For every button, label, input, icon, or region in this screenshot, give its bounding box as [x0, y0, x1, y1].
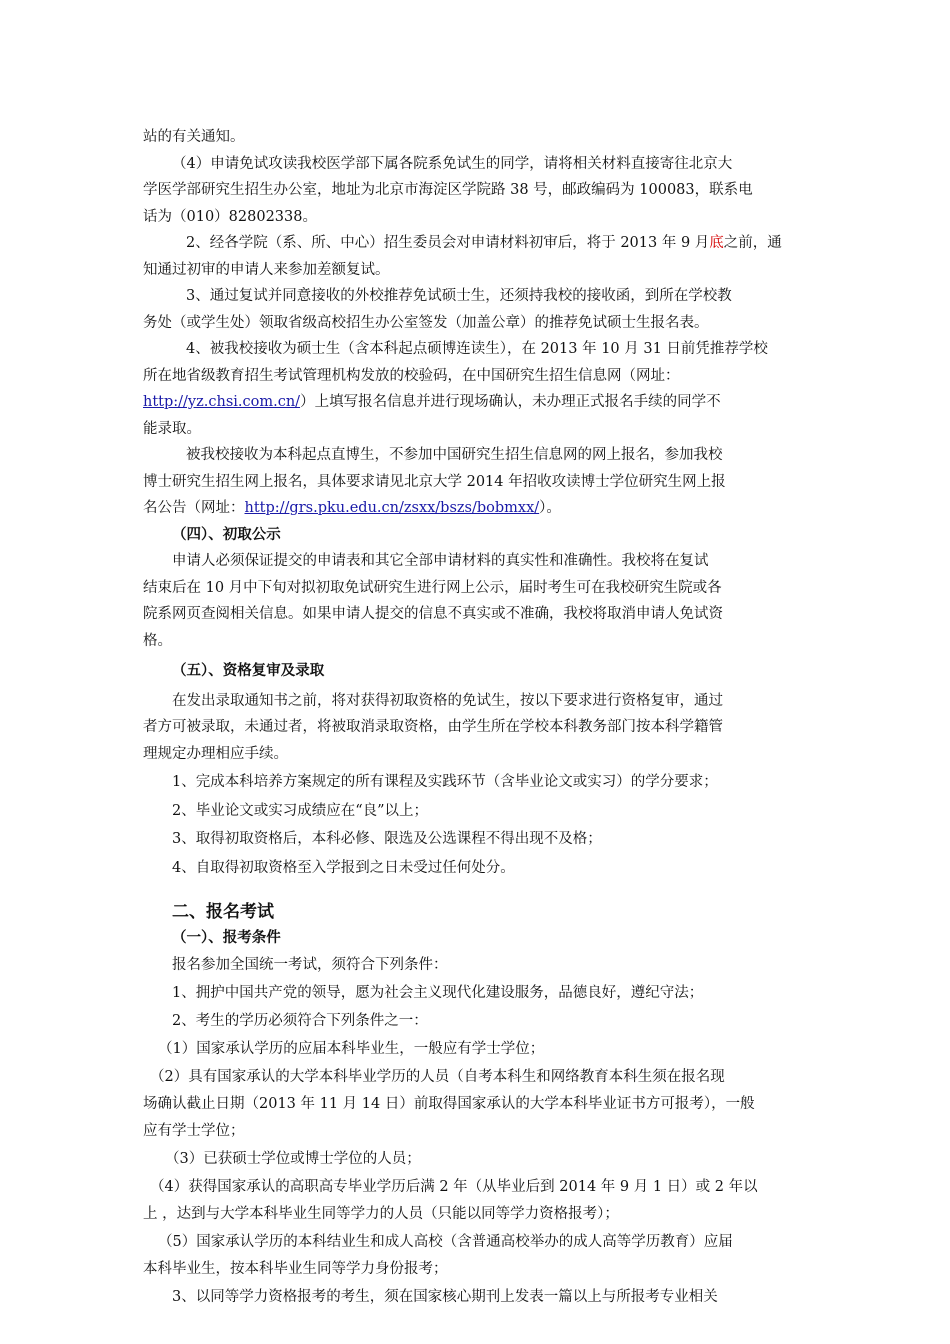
text-line: 场确认截止日期（2013 年 11 月 14 日）前取得国家承认的大学本科毕业证书方可报考），一般 [143, 1096, 755, 1112]
text-line: 被我校接收为本科起点直博生，不参加中国研究生招生信息网的网上报名，参加我校 [186, 447, 723, 463]
text-line: 院系网页查阅相关信息。如果申请人提交的信息不真实或不准确，我校将取消申请人免试资 [143, 606, 723, 622]
text-line: 3、以同等学力资格报考的考生，须在国家核心期刊上发表一篇以上与所报考专业相关 [172, 1289, 718, 1305]
text-line: 1、完成本科培养方案规定的所有课程及实践环节（含毕业论文或实习）的学分要求； [172, 774, 718, 790]
text-line: （2）具有国家承认的大学本科毕业学历的人员（自考本科生和网络教育本科生须在报名现 [150, 1069, 725, 1085]
text-line: 4、被我校接收为硕士生（含本科起点硕博连读生），在 2013 年 10 月 31 日前凭推荐学校 [186, 341, 768, 357]
text-line: 知通过初审的申请人来参加差额复试。 [143, 262, 390, 278]
text-line: 2、毕业论文或实习成绩应在“良”以上； [172, 803, 429, 819]
text-line: （4）获得国家承认的高职高专毕业学历后满 2 年（从毕业后到 2014 年 9 月 1 日）或 2 年以 [150, 1179, 758, 1195]
text-segment: ）。 [539, 500, 561, 516]
text-line: 应有学士学位； [143, 1123, 245, 1139]
text-segment: 2、经各学院（系、所、中心）招生委员会对申请材料初审后，将于 2013 年 9 月 [186, 235, 710, 251]
highlight-text: 底 [709, 235, 724, 251]
pku-grs-link[interactable]: http://grs.pku.edu.cn/zsxx/bszs/bobmxx/ [244, 500, 540, 516]
text-line [143, 389, 721, 415]
text-line: 学医学部研究生招生办公室，地址为北京市海淀区学院路 38 号，邮政编码为 100083，联系电 [143, 182, 753, 198]
section-heading: （一）、报考条件 [172, 930, 281, 946]
text-line: （1）国家承认学历的应届本科毕业生，一般应有学士学位； [158, 1041, 545, 1057]
chapter-heading: 二、报名考试 [172, 902, 274, 922]
text-line: （4）申请免试攻读我校医学部下属各院系免试生的同学，请将相关材料直接寄往北京大 [172, 156, 733, 172]
text-line: 在发出录取通知书之前，将对获得初取资格的免试生，按以下要求进行资格复审，通过 [172, 693, 723, 709]
text-line: 报名参加全国统一考试，须符合下列条件： [172, 957, 448, 973]
text-line: 理规定办理相应手续。 [143, 746, 288, 762]
text-line: 务处（或学生处）领取省级高校招生办公室签发（加盖公章）的推荐免试硕士生报名表。 [143, 315, 709, 331]
text-line: 上 ，达到与大学本科毕业生同等学力的人员（只能以同等学力资格报考）； [143, 1206, 619, 1222]
text-line: （5）国家承认学历的本科结业生和成人高校（含普通高校举办的成人高等学历教育）应届 [158, 1234, 733, 1250]
text-line: 者方可被录取，未通过者，将被取消录取资格，由学生所在学校本科教务部门按本科学籍管 [143, 719, 723, 735]
text-line: 站的有关通知。 [143, 129, 245, 145]
text-segment: 之前，通 [723, 235, 782, 251]
text-line: 申请人必须保证提交的申请表和其它全部申请材料的真实性和准确性。我校将在复试 [172, 553, 709, 569]
text-line: 2、考生的学历必须符合下列条件之一： [172, 1013, 428, 1029]
section-heading: （四）、初取公示 [172, 527, 281, 543]
chsi-link[interactable]: http://yz.chsi.com.cn/ [143, 394, 301, 410]
text-line: （3）已获硕士学位或博士学位的人员； [165, 1151, 421, 1167]
text-segment: ）上填写报名信息并进行现场确认，未办理正式报名手续的同学不 [300, 394, 721, 410]
text-line: 3、取得初取资格后，本科必修、限选及公选课程不得出现不及格； [172, 831, 602, 847]
text-line: 本科毕业生，按本科毕业生同等学力身份报考； [143, 1261, 448, 1277]
text-line [186, 230, 782, 256]
text-line: 结束后在 10 月中下旬对拟初取免试研究生进行网上公示，届时考生可在我校研究生院或各 [143, 580, 722, 596]
text-segment: 名公告（网址： [143, 500, 245, 516]
section-heading: （五）、资格复审及录取 [172, 663, 325, 679]
text-line: 格。 [143, 633, 172, 649]
text-line: 能录取。 [143, 421, 201, 437]
text-line: 3、通过复试并同意接收的外校推荐免试硕士生，还须持我校的接收函，到所在学校教 [186, 288, 732, 304]
text-line [143, 495, 561, 521]
text-line: 所在地省级教育招生考试管理机构发放的校验码，在中国研究生招生信息网（网址： [143, 368, 680, 384]
text-line: 1、拥护中国共产党的领导，愿为社会主义现代化建设服务，品德良好，遵纪守法； [172, 985, 704, 1001]
text-line: 4、自取得初取资格至入学报到之日未受过任何处分。 [172, 860, 515, 876]
text-line: 博士研究生招生网上报名，具体要求请见北京大学 2014 年招收攻读博士学位研究生网上报 [143, 474, 726, 490]
text-line: 话为（010）82802338。 [143, 209, 317, 225]
